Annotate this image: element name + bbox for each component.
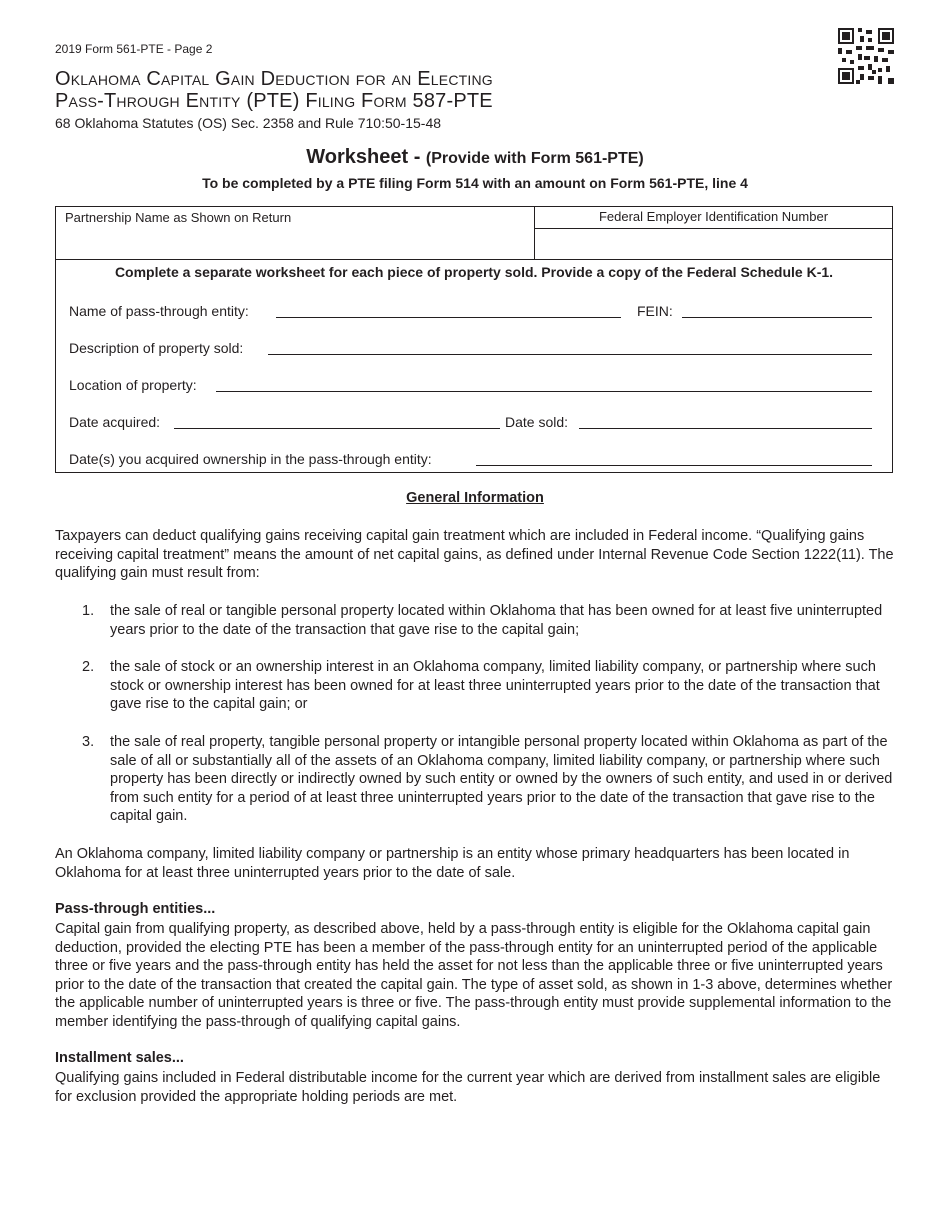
date-acquired-field[interactable] [174,414,500,429]
worksheet-form [55,206,893,473]
fein-label: FEIN: [637,303,673,319]
date-acquired-label: Date acquired: [69,414,161,430]
list-item-number: 1. [82,603,95,619]
fein-field[interactable] [535,229,892,259]
worksheet-subtitle: To be completed by a PTE filing Form 514 with an amount on Form 561-PTE, line 4 [202,175,748,191]
ownership-date-field[interactable] [476,451,872,466]
list-item-number: 3. [82,734,95,750]
list-item-number: 2. [82,659,95,675]
statute-reference: 68 Oklahoma Statutes (OS) Sec. 2358 and Rule 710:50-15-48 [55,115,442,131]
general-info-heading: General Information [406,490,544,506]
date-sold-label: Date sold: [505,414,569,430]
pte-name-field[interactable] [276,303,621,318]
form-title-line2: Pass-Through Entity (PTE) Filing Form 587-PTE [55,90,493,112]
ok-company-paragraph: An Oklahoma company, limited liability company or partnership is an entity whose primary headquarters has been located in Oklahoma for at least three uninterrupted years prior to the date of sale. [55,846,850,881]
partnership-name-field[interactable] [56,207,535,259]
fein-header: Federal Employer Identification Number [535,207,892,229]
pte-paragraph: Capital gain from qualifying property, as described above, held by a pass-through entity is eligible for the Oklahoma capital gain deduction, provided the electing PTE has been a member of the pass-through entity for an uninterrupted period of the applicable three or five years and the pass-through entity has held the asset for not less than the applicable three or five uninterrupted years prior to the date of the transaction that created the capital gain. The type of asset sold, as shown in 1-3 above, determines whether the applicable number of uninterrupted years is three or five. The pass-through entity must provide supplemental information to the member identifying the pass-through of qualifying capital gains. [55,921,893,1030]
partnership-name-label: Partnership Name as Shown on Return [65,210,292,225]
list-item-text: the sale of stock or an ownership interest in an Oklahoma company, limited liability company, or partnership where such stock or ownership interest has been owned for at least three uninterrupted years prior to the date of the transaction that gave rise to the capital gain; or [110,659,880,713]
pte-heading: Pass-through entities... [55,901,216,917]
location-label: Location of property: [69,377,197,393]
pte-fein-field[interactable] [682,303,872,318]
location-field[interactable] [216,377,872,392]
list-item-text: the sale of real property, tangible personal property or intangible personal property located within Oklahoma as part of the sale of all or substantially all of the assets of an Oklahoma company, limited liability company, or partnership where such property has been directly or indirectly owned by such entity or owned by the owners of such entity, and used in or derived from such entity for a period of at least three uninterrupted years prior to the date of the transaction that gave rise to the capital gain. [110,734,893,825]
installment-paragraph: Qualifying gains included in Federal distributable income for the current year which are derived from installment sales are eligible for exclusion provided the appropriate holding periods are met. [55,1070,881,1105]
description-field[interactable] [268,340,872,355]
description-label: Description of property sold: [69,340,244,356]
header-row [56,207,892,260]
form-title-line1: Oklahoma Capital Gain Deduction for an Electing [55,68,493,90]
qr-code-icon [838,28,894,84]
date-sold-field[interactable] [579,414,872,429]
worksheet-title: Worksheet - [306,146,426,168]
installment-heading: Installment sales... [55,1050,184,1066]
worksheet-title-paren: (Provide with Form 561-PTE) [425,150,644,167]
general-intro: Taxpayers can deduct qualifying gains receiving capital gain treatment which are included in Federal income. “Qualifying gains receiving capital treatment” means the amount of net capital gains, as defined under Internal Revenue Code Section 1222(11). The qualifying gain must result from: [55,528,894,582]
list-item-text: the sale of real or tangible personal property located within Oklahoma that has been owned for at least five uninterrupted years prior to the date of the transaction that gave rise to the capital gain; [110,603,883,638]
worksheet-instruction: Complete a separate worksheet for each piece of property sold. Provide a copy of the Federal Schedule K-1. [114,264,834,280]
pte-name-label: Name of pass-through entity: [69,303,249,319]
worksheet-heading [0,146,950,169]
ownership-date-label: Date(s) you acquired ownership in the pass-through entity: [69,451,432,467]
page-label: 2019 Form 561-PTE - Page 2 [55,42,213,56]
fein-column [535,207,892,259]
